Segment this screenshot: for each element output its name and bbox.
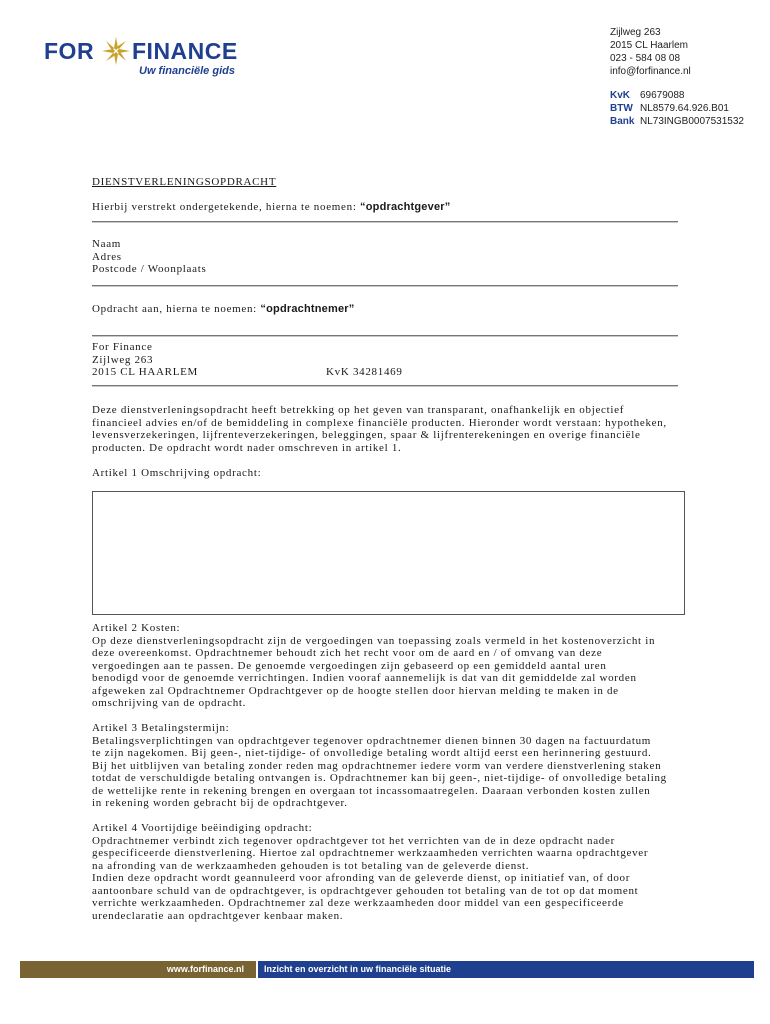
article4-line: na afronding van de werkzaamheden gehouden is tot betaling van de geleverde dienst. (92, 859, 530, 872)
contact-block (610, 26, 770, 128)
article4-line: Indien deze opdracht wordt geannuleerd voor afronding van de geleverde dienst, op initiatief van, of door (92, 872, 631, 884)
logo (44, 38, 254, 80)
bank-value: NL73INGB0007531532 (640, 116, 744, 127)
contractor-kvk: KvK 34281469 (326, 366, 403, 378)
email-address: info@forfinance.nl (610, 66, 691, 77)
field-naam: Naam (92, 238, 122, 250)
kvk-row (610, 89, 770, 102)
footer-website[interactable]: www.forfinance.nl (166, 964, 244, 974)
divider-line (92, 335, 678, 337)
btw-value: NL8579.64.926.B01 (640, 103, 729, 114)
contractor-name: For Finance (92, 341, 153, 353)
assignment-term: “opdrachtnemer” (260, 303, 355, 315)
article4-line: urendeclaratie aan opdrachtgever kenbaar maken. (92, 909, 344, 922)
contractor-block (92, 341, 682, 379)
btw-row (610, 102, 770, 115)
article3-section (92, 722, 682, 810)
footer-slogan: Inzicht en overzicht in uw financiële situatie (264, 964, 452, 974)
document-title: DIENSTVERLENINGSOPDRACHT (92, 176, 277, 188)
article2-line: benodigd voor de genoemde verrichtingen. Indien vooraf aannemelijk is dat van dit gemiddelde zal worden (92, 672, 637, 684)
logo-tagline: Uw financiële gids (139, 65, 235, 77)
article3-line: de wettelijke rente in rekening brengen en overgaan tot incassomaatregelen. Daaraan verbonden kosten zullen (92, 784, 651, 797)
assignment-prefix: Opdracht aan, hierna te noemen: (92, 303, 261, 315)
kvk-value: 69679088 (640, 90, 685, 101)
description-line: levensverzekeringen, lijfrenteverzekeringen, beleggingen, spaar & lijfrenterekeningen en overige financiële (92, 429, 641, 441)
field-adres: Adres (92, 250, 122, 263)
logo-star-icon (101, 36, 131, 66)
description-line: producten. De opdracht wordt nader omschreven in artikel 1. (92, 441, 402, 454)
article4-title: Artikel 4 Voortijdige beëindiging opdracht: (92, 822, 313, 834)
article2-section (92, 622, 682, 710)
bank-label: Bank (610, 116, 635, 127)
intro-prefix: Hierbij verstrekt ondergetekende, hierna te noemen: (92, 201, 361, 213)
divider-line (92, 221, 678, 223)
article2-line: deze overeenkomst. Opdrachtnemer behoudt zich het recht voor om de aard en / of omvang van deze (92, 647, 603, 659)
article4-line: aantoonbare schuld van de opdrachtgever, is opdrachtgever gehouden tot betaling van de tot op dat moment (92, 884, 639, 897)
intro-term: “opdrachtgever” (360, 201, 451, 213)
article4-line: Opdrachtnemer verbindt zich tegenover opdrachtgever tot het verrichten van de in deze opdracht nader (92, 834, 615, 847)
footer-website-bar (20, 961, 256, 978)
article3-line: in rekening worden gebracht bij de opdrachtgever. (92, 797, 348, 809)
description-input-box[interactable] (92, 491, 685, 615)
description-paragraph (92, 404, 682, 454)
btw-label: BTW (610, 103, 633, 114)
address-city: 2015 CL Haarlem (610, 40, 689, 51)
contractor-street: Zijlweg 263 (92, 353, 154, 366)
article1-title: Artikel 1 Omschrijving opdracht: (92, 467, 262, 479)
logo-text-finance: FINANCE (132, 38, 238, 64)
divider-line (92, 285, 678, 287)
field-postcode-woonplaats: Postcode / Woonplaats (92, 263, 207, 275)
divider-line (92, 385, 678, 387)
article4-line: gespecificeerde dienstverlening. Hiertoe zal opdrachtnemer werkzaamheden verrichten waarna opdrachtgever (92, 847, 649, 859)
article2-line: afgeweken zal Opdrachtnemer Opdrachtgever op de hoogte stellen door hiervan melding te maken in de (92, 684, 619, 697)
article2-line: vergoedingen aan te passen. De genoemde vergoedingen zijn gebaseerd op een gemiddeld aantal uren (92, 659, 607, 672)
article3-line: totdat de verschuldigde betaling ontvangen is. Opdrachtnemer kan bij geen-, niet-tijdige- of onvolledige betaling (92, 772, 667, 784)
address-street: Zijlweg 263 (610, 27, 661, 38)
description-line: Deze dienstverleningsopdracht heeft betrekking op het geven van transparant, onafhankelijk en objectief (92, 404, 625, 416)
article4-line: verrichte werkzaamheden. Opdrachtnemer zal deze werkzaamheden door middel van een gespecificeerde (92, 897, 624, 909)
footer-slogan-bar (258, 961, 754, 978)
description-line: financieel advies en/of de bemiddeling in complexe financiële producten. Hieronder wordt verstaan: hypotheken, (92, 416, 667, 429)
contractor-city: 2015 CL HAARLEM (92, 366, 199, 378)
article3-line: Bij het uitblijven van betaling zonder reden mag opdrachtnemer iedere vorm van verdere dienstverlening staken (92, 759, 662, 772)
assignment-line (92, 303, 354, 316)
article2-line: omschrijving van de opdracht. (92, 697, 247, 709)
article3-line: te zijn nagekomen. Bij geen-, niet-tijdige- of onvolledige betaling wordt altijd eerst een herinnering gestuurd. (92, 747, 652, 759)
intro-line (92, 201, 450, 214)
article2-line: Op deze dienstverleningsopdracht zijn de vergoedingen van toepassing zoals vermeld in het kostenoverzicht in (92, 634, 656, 647)
article3-line: Betalingsverplichtingen van opdrachtgever tegenover opdrachtnemer dienen binnen 30 dagen na factuurdatum (92, 734, 652, 747)
client-fields (92, 238, 206, 276)
kvk-label: KvK (610, 90, 631, 101)
bank-row (610, 115, 770, 128)
article3-title: Artikel 3 Betalingstermijn: (92, 722, 230, 734)
article4-section (92, 822, 682, 922)
logo-text-for: FOR (44, 38, 95, 64)
article2-title: Artikel 2 Kosten: (92, 622, 181, 634)
phone-number: 023 - 584 08 08 (610, 53, 681, 64)
